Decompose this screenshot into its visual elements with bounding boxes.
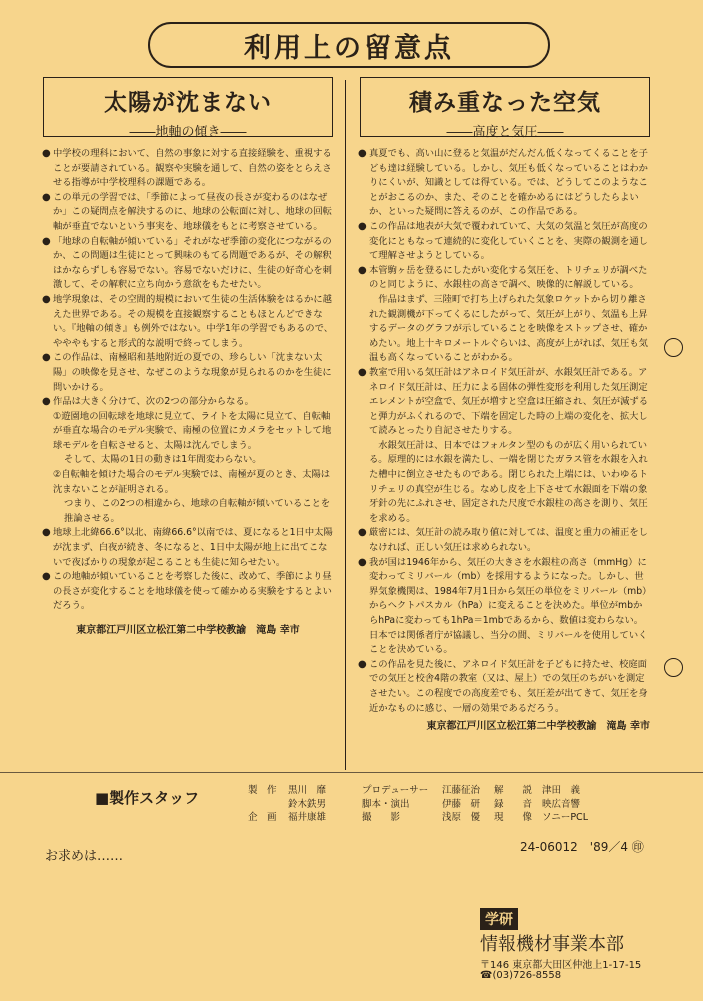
page-title: 利用上の留意点	[148, 22, 550, 68]
bullet-icon: ●	[42, 571, 51, 583]
staff-name: 津田 義	[542, 785, 581, 796]
left-title: 太陽が沈まない	[104, 90, 272, 116]
staff-role: 脚本・演出	[362, 798, 410, 810]
paragraph-text: 中学校の理科において、自然の事象に対する直接経験を、重視することが要請されている。観察や実験を通して、自然の姿をとらえさせる指導が中学校理科の課題である。	[53, 148, 332, 189]
staff-column-3	[494, 784, 588, 825]
staff-row	[248, 811, 326, 825]
right-subtitle: ――高度と気圧――	[446, 125, 564, 140]
staff-role: 撮 影	[362, 812, 401, 823]
staff-name: 浅原 優	[442, 812, 481, 823]
staff-column-2	[362, 784, 480, 825]
right-paragraph	[358, 366, 650, 439]
paragraph-text: つまり、この2つの相違から、地球の自転軸が傾いていることを推論させる。	[64, 498, 331, 524]
right-column	[358, 147, 650, 735]
bullet-icon: ●	[42, 396, 51, 408]
left-paragraph	[42, 526, 334, 570]
staff-row	[248, 784, 326, 798]
bullet-icon: ●	[358, 366, 367, 378]
right-paragraph	[358, 526, 650, 555]
paragraph-text: この地軸が傾いていることを考察した後に、改めて、季節により昼の長さが変化することを地球儀を使って確かめる実験をするとよいだろう。	[53, 571, 332, 612]
right-paragraph	[358, 264, 650, 293]
right-paragraph	[358, 556, 650, 658]
address: 〒146 東京都大田区仲池上1-17-15	[480, 960, 642, 971]
department-name: 情報機材事業本部	[480, 934, 624, 955]
telephone: ☎(03)726-8558	[480, 970, 562, 981]
staff-title: ■製作スタッフ	[95, 789, 200, 807]
staff-row	[362, 798, 480, 812]
bullet-icon: ●	[42, 148, 51, 159]
paragraph-text: この作品は、南極昭和基地附近の夏での、珍らしい「沈まない太陽」の映像を見させ、なぜこのような現象が見られるのかを生徒に問いかける。	[53, 352, 332, 393]
staff-name: 鈴木鉄男	[288, 798, 327, 810]
section-separator	[0, 772, 703, 773]
staff-row	[494, 798, 588, 812]
bullet-icon: ●	[358, 556, 367, 568]
product-code: 24-06012 '89／4 ㊞	[520, 840, 644, 854]
binder-hole	[664, 338, 683, 357]
staff-role: 現 像	[494, 812, 533, 823]
staff-name: 江藤征治	[442, 785, 481, 796]
paragraph-text: 作品は大きく分けて、次の2つの部分からなる。	[53, 396, 254, 408]
bullet-icon: ●	[42, 293, 51, 305]
left-paragraph	[42, 395, 334, 410]
bullet-icon: ●	[358, 527, 367, 539]
staff-name: 黒川 靡	[288, 785, 327, 796]
left-paragraph	[42, 453, 334, 468]
paragraph-text: この作品を見た後に、アネロイド気圧計を子どもに持たせ、校庭面での気圧と校舎4階の教室（又は、屋上）での気圧のちがいを測定させたい。この程度での高度差でも、気圧差が出てきて、気圧を身近かなものに感じ、一層の効果であるだろう。	[369, 658, 648, 714]
right-paragraph	[358, 220, 650, 264]
left-paragraph	[42, 191, 334, 235]
staff-column-1	[248, 784, 326, 825]
staff-name: 映広音響	[542, 798, 581, 810]
bullet-icon: ●	[358, 658, 367, 670]
staff-name: 伊藤 研	[442, 798, 481, 810]
staff-role: 録 音	[494, 798, 533, 810]
bullet-icon: ●	[42, 527, 51, 539]
staff-row	[362, 784, 480, 798]
right-paragraph	[358, 658, 650, 716]
staff-row	[362, 811, 480, 825]
left-paragraph	[42, 410, 334, 454]
paragraph-text: この作品は地表が大気で覆われていて、大気の気温と気圧が高度の変化にともなって連続的に変化していくことを、実際の観測を通して理解させようとしている。	[369, 220, 648, 262]
bullet-icon: ●	[42, 235, 51, 247]
staff-role: 企 画	[248, 812, 277, 823]
left-heading-box	[43, 77, 333, 140]
paragraph-text: 本管駒ヶ岳を登るにしたがい変化する気圧を、トリチェリが調べたのと同じように、水銀柱の高さで調べ、映像的に解説している。	[369, 264, 648, 291]
paragraph-text: 教室で用いる気圧計はアネロイド気圧計が、水銀気圧計である。アネロイド気圧計は、圧力による固体の弾性変形を利用した気圧測定エレメントが空盒で、気圧が増すと空盒は圧縮され、気圧が減ずると弾力がふくれるので、下端を固定した時の上端の変化を、拡大して読みとったり自記させたりする。	[369, 366, 648, 437]
staff-name: ソニーPCL	[542, 812, 588, 823]
left-paragraph	[42, 235, 334, 293]
column-divider	[345, 80, 346, 770]
paragraph-text: ①遊園地の回転球を地球に見立て、ライトを太陽に見立て、自転軸が垂直な場合のモデル実験で、南極の位置にカメラをセットして地球モデルを自転させると、太陽は沈んでしまう。	[53, 410, 332, 451]
paragraph-text: そして、太陽の1日の動きは1年間変わらない。	[64, 454, 262, 466]
staff-name: 福井康雄	[288, 812, 327, 823]
right-paragraph	[358, 147, 650, 220]
paragraph-text: 作品はまず、三陸町で打ち上げられた気象ロケットから切り離された観測機が下ってくるにしたがって、気圧が上がり、気温も上昇するデータのグラフが示していることを映像をストップさせ、確かめたい。地上十キロメートルぐらいは、高度が上がれば、気圧も気温も高くなっていることがわかる。	[369, 293, 648, 364]
binder-hole	[664, 658, 683, 677]
left-paragraph	[42, 497, 334, 526]
left-paragraph	[42, 293, 334, 351]
left-subtitle: ――地軸の傾き――	[129, 125, 247, 140]
order-text: お求めは……	[45, 849, 124, 864]
left-paragraph	[42, 147, 334, 191]
paragraph-text: 我が国は1946年から、気圧の大きさを水銀柱の高さ（mmHg）に変わってミリバール（mb）を採用するようになった。しかし、世界気象機関は、1984年7月1日から気圧の単位をミリバール（mb）からヘクトパスカル（hPa）に変えることを決めた。単位がmbからhPaに変わっても1hPa＝1mbであるから、数値は変わらない。日本では関係者庁が協議し、当分の間、ミリバールを使用していくことを決めている。	[369, 556, 648, 656]
staff-row	[248, 798, 326, 812]
staff-row	[494, 784, 588, 798]
paragraph-text: この単元の学習では、「季節によって昼夜の長さが変わるのはなぜか」この疑問点を解決するのに、地球の公転面に対し、地球の回転軸が垂直でないという事実を、地球儀をもとに考察させている。	[53, 191, 332, 232]
staff-role: 解 説	[494, 785, 533, 796]
paragraph-text: ②自転軸を傾けた場合のモデル実験では、南極が夏のとき、太陽は沈まないことが証明される。	[53, 469, 331, 495]
left-paragraph	[42, 570, 334, 614]
right-author: 東京都江戸川区立松江第二中学校教諭 滝島 幸市	[426, 721, 650, 733]
bullet-icon: ●	[358, 148, 367, 159]
left-paragraph	[42, 468, 334, 497]
staff-row	[494, 811, 588, 825]
left-author: 東京都江戸川区立松江第二中学校教諭 滝島 幸市	[76, 625, 300, 636]
bullet-icon: ●	[42, 191, 51, 203]
right-paragraph	[358, 293, 650, 366]
bullet-icon: ●	[358, 220, 367, 232]
left-column	[42, 147, 334, 639]
paragraph-text: 真夏でも、高い山に登ると気温がだんだん低くなってくることを子ども達は経験している。しかし、気圧も低くなっていることはわかりにくいが、知識としては得ている。では、どうしてこのようなことがおこるのか、また、そのことを確かめるにはどうしたらよいか、といった疑問に答えるのが、この作品である。	[369, 148, 648, 218]
bullet-icon: ●	[42, 352, 51, 364]
bullet-icon: ●	[358, 264, 367, 276]
staff-role: 製 作	[248, 785, 277, 796]
staff-role	[248, 798, 278, 812]
paragraph-text: 厳密には、気圧計の読み取り値に対しては、温度と重力の補正をしなければ、正しい気圧は求められない。	[369, 527, 648, 554]
staff-role: プロデューサー	[362, 785, 429, 796]
paragraph-text: 水銀気圧計は、日本ではフォルタン型のものが広く用いられている。原理的には水銀を満たし、一端を閉じたガラス管を水銀を入れた槽中に倒立させたものである。閉じられた上端には、いわゆるトリチェリの真空が生じる。なめし皮を上下させて水銀面を下端の象牙針の先にふれさせ、固定された尺度で水銀柱の高さを測り、気圧を求める。	[369, 439, 648, 524]
right-title: 積み重なった空気	[409, 90, 601, 116]
paragraph-text: 地学現象は、その空間的規模において生徒の生活体験をはるかに越えた世界である。その規模を直接観察することもほとんどできない。『地軸の傾き』も例外ではない。中学1年の学習でもあるので、やややもすると形式的な説明で終ってしまう。	[53, 293, 333, 349]
paragraph-text: 「地球の自転軸が傾いている」それがなぜ季節の変化につながるのか、この問題は生徒にとって興味のもてる問題であるが、その解釈はかならずしも容易でない。容易でないだけに、生徒の好奇心を刺激して、その解釈に立ち向かう意欲をもたせたい。	[53, 235, 332, 291]
right-paragraph	[358, 439, 650, 527]
paragraph-text: 地球上北緯66.6°以北、南緯66.6°以南では、夏になると1日中太陽が沈まず、白夜が続き、冬になると、1日中太陽が地上に出てこないで夜ばかりの現象が起こることも生徒に知らせたい。	[53, 527, 333, 568]
right-heading-box	[360, 77, 650, 140]
publisher-logo: 学研	[480, 908, 518, 930]
left-paragraph	[42, 351, 334, 395]
